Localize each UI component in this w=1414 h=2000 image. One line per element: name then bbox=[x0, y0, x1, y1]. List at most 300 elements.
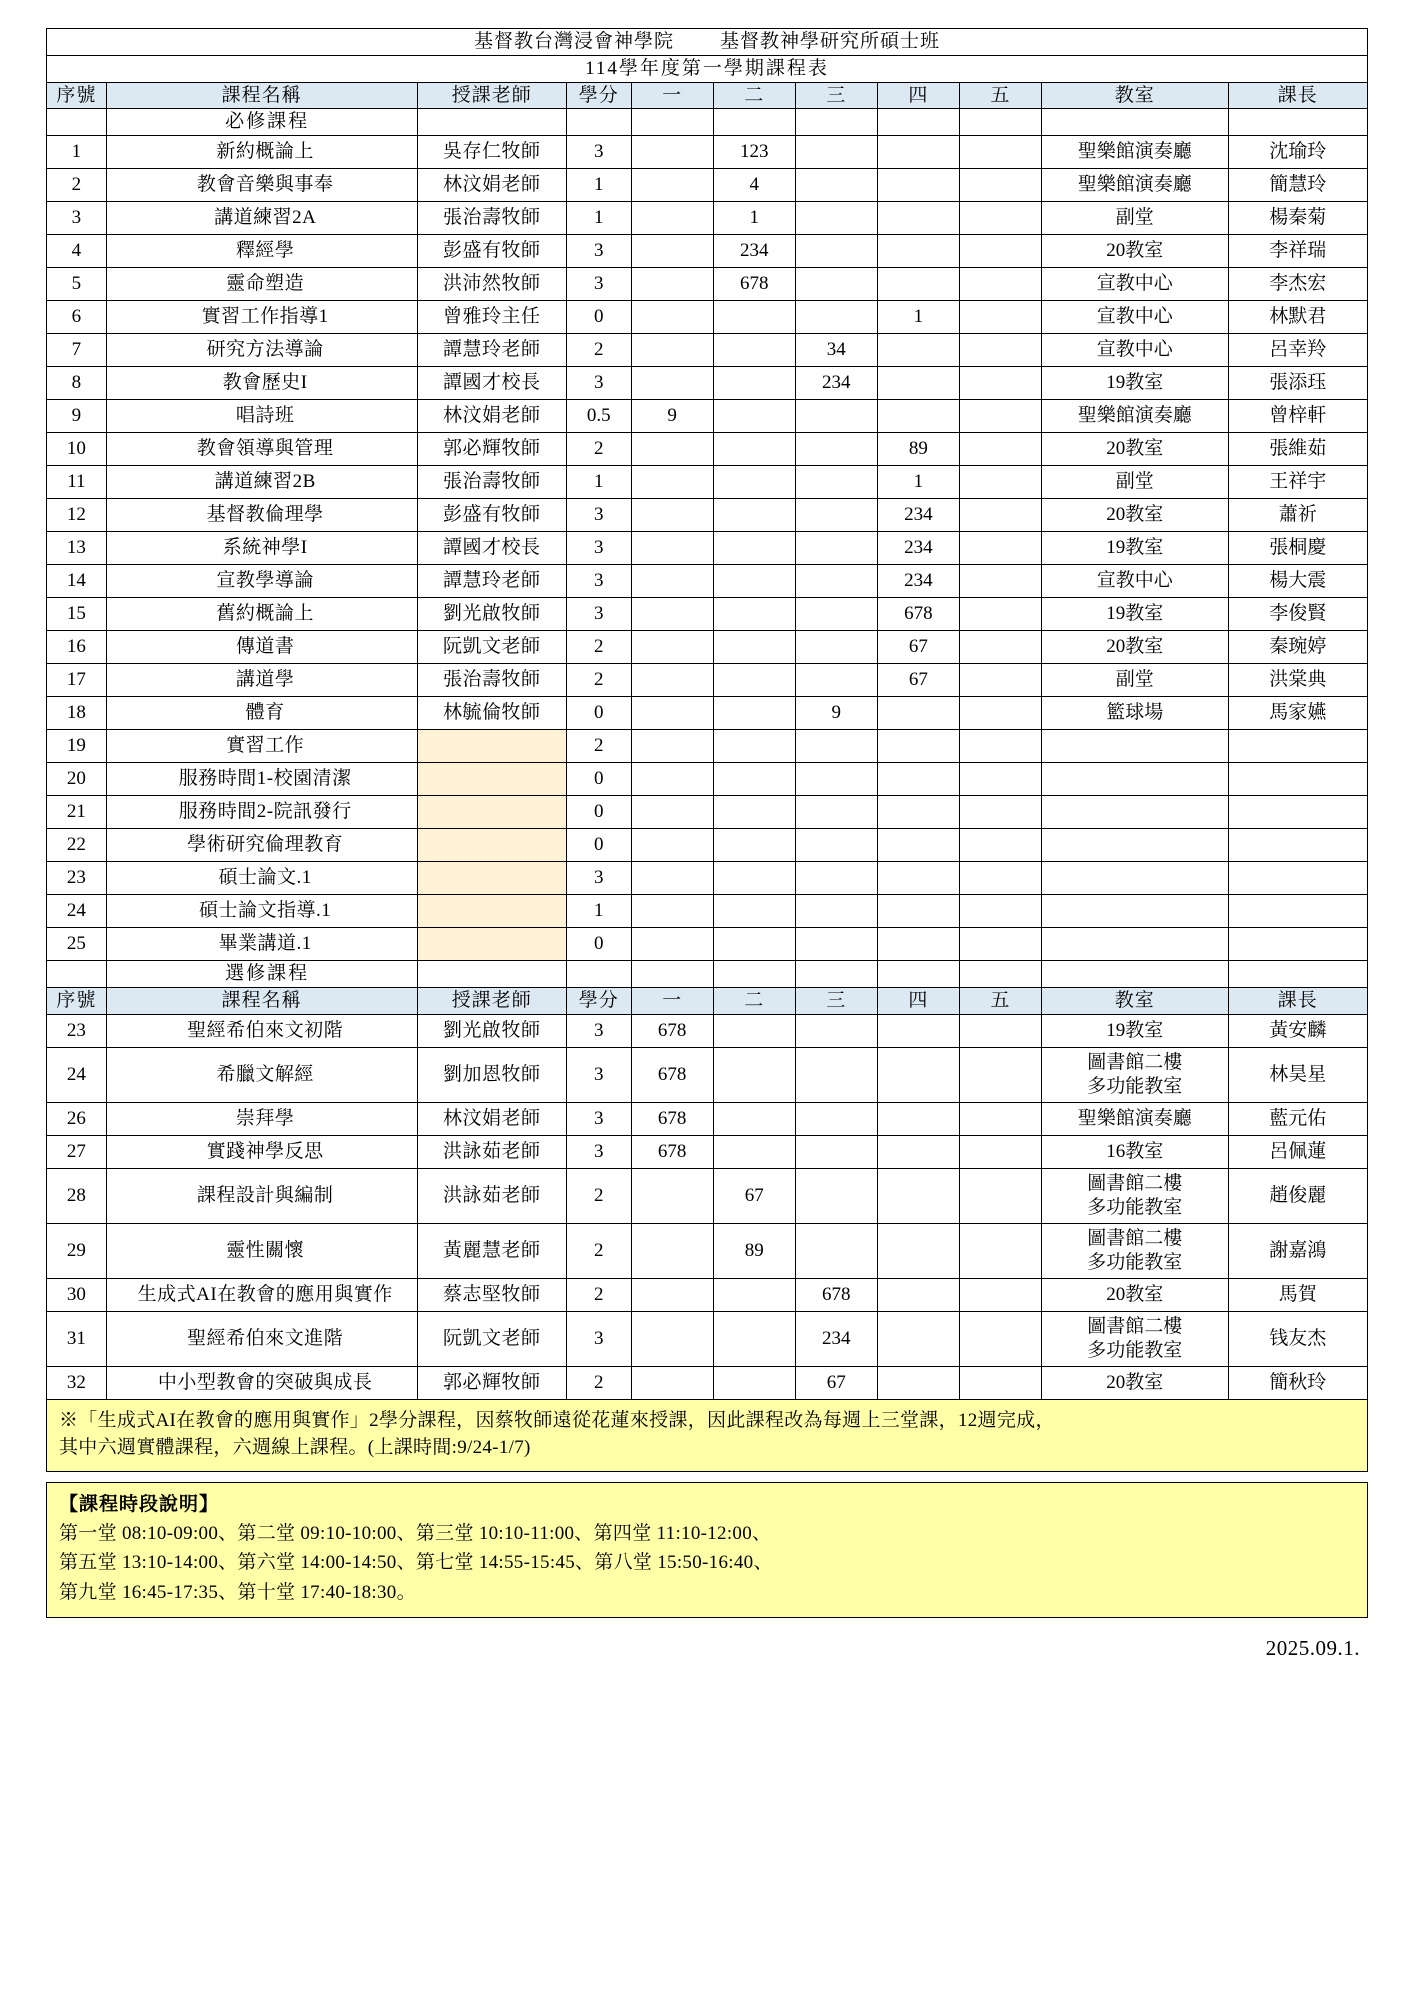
column-header-teacher: 授課老師 bbox=[417, 82, 566, 109]
cell-no: 24 bbox=[47, 895, 107, 928]
cell-teacher: 阮凱文老師 bbox=[417, 1311, 566, 1366]
cell-d5 bbox=[959, 268, 1041, 301]
cell-monitor: 钱友杰 bbox=[1228, 1311, 1367, 1366]
cell-d5 bbox=[959, 136, 1041, 169]
section-label-row bbox=[47, 109, 1368, 136]
cell-d2 bbox=[713, 829, 795, 862]
cell-d4: 234 bbox=[877, 499, 959, 532]
cell-d1 bbox=[631, 1278, 713, 1311]
cell-course: 體育 bbox=[106, 697, 417, 730]
cell-d2 bbox=[713, 433, 795, 466]
cell-d2: 4 bbox=[713, 169, 795, 202]
cell-monitor: 沈瑜玲 bbox=[1228, 136, 1367, 169]
cell-course: 講道練習2B bbox=[106, 466, 417, 499]
cell-teacher: 郭必輝牧師 bbox=[417, 433, 566, 466]
cell-teacher: 阮凱文老師 bbox=[417, 631, 566, 664]
cell-teacher: 譚國才校長 bbox=[417, 367, 566, 400]
cell-monitor: 黃安麟 bbox=[1228, 1014, 1367, 1047]
section-row-spacer bbox=[47, 109, 107, 136]
cell-no: 7 bbox=[47, 334, 107, 367]
cell-d2 bbox=[713, 730, 795, 763]
cell-monitor: 呂幸羚 bbox=[1228, 334, 1367, 367]
cell-d2 bbox=[713, 499, 795, 532]
table-row bbox=[47, 1014, 1368, 1047]
cell-course: 聖經希伯來文進階 bbox=[106, 1311, 417, 1366]
cell-credit: 2 bbox=[566, 1223, 631, 1278]
cell-course: 生成式AI在教會的應用與實作 bbox=[106, 1278, 417, 1311]
cell-d3 bbox=[795, 235, 877, 268]
cell-no: 13 bbox=[47, 532, 107, 565]
cell-d2 bbox=[713, 796, 795, 829]
cell-d1 bbox=[631, 928, 713, 961]
column-header-course: 課程名稱 bbox=[106, 987, 417, 1014]
cell-room: 聖樂館演奏廳 bbox=[1041, 169, 1228, 202]
cell-monitor: 呂佩蓮 bbox=[1228, 1135, 1367, 1168]
cell-d5 bbox=[959, 730, 1041, 763]
table-row bbox=[47, 202, 1368, 235]
table-row bbox=[47, 730, 1368, 763]
cell-d3 bbox=[795, 1135, 877, 1168]
cell-d4 bbox=[877, 1168, 959, 1223]
cell-d2 bbox=[713, 763, 795, 796]
cell-room: 聖樂館演奏廳 bbox=[1041, 400, 1228, 433]
cell-d2: 678 bbox=[713, 268, 795, 301]
cell-credit: 2 bbox=[566, 631, 631, 664]
column-header-d5: 五 bbox=[959, 82, 1041, 109]
document-date: 2025.09.1. bbox=[1265, 1636, 1360, 1661]
cell-d4: 67 bbox=[877, 664, 959, 697]
cell-d1: 9 bbox=[631, 400, 713, 433]
cell-no: 14 bbox=[47, 565, 107, 598]
column-header-monitor: 課長 bbox=[1228, 987, 1367, 1014]
table-row bbox=[47, 895, 1368, 928]
cell-credit: 2 bbox=[566, 1168, 631, 1223]
section-row-cell bbox=[795, 961, 877, 988]
section-label: 選修課程 bbox=[106, 961, 417, 988]
section-row-cell bbox=[877, 961, 959, 988]
cell-monitor: 張添珏 bbox=[1228, 367, 1367, 400]
cell-credit: 3 bbox=[566, 235, 631, 268]
cell-d3 bbox=[795, 664, 877, 697]
column-header-no: 序號 bbox=[47, 82, 107, 109]
table-row bbox=[47, 400, 1368, 433]
cell-teacher: 彭盛有牧師 bbox=[417, 235, 566, 268]
cell-course: 聖經希伯來文初階 bbox=[106, 1014, 417, 1047]
cell-d5 bbox=[959, 466, 1041, 499]
cell-teacher: 張治壽牧師 bbox=[417, 664, 566, 697]
cell-d3 bbox=[795, 499, 877, 532]
cell-credit: 3 bbox=[566, 1135, 631, 1168]
table-row bbox=[47, 466, 1368, 499]
cell-d5 bbox=[959, 928, 1041, 961]
cell-teacher: 曾雅玲主任 bbox=[417, 301, 566, 334]
cell-credit: 1 bbox=[566, 895, 631, 928]
cell-d2: 89 bbox=[713, 1223, 795, 1278]
section-row-cell bbox=[713, 961, 795, 988]
table-row bbox=[47, 1135, 1368, 1168]
cell-monitor: 秦琬婷 bbox=[1228, 631, 1367, 664]
cell-course: 研究方法導論 bbox=[106, 334, 417, 367]
cell-course: 教會歷史I bbox=[106, 367, 417, 400]
cell-no: 22 bbox=[47, 829, 107, 862]
cell-credit: 3 bbox=[566, 862, 631, 895]
class-period-line1: 第一堂 08:10-09:00、第二堂 09:10-10:00、第三堂 10:10-11:00、第四堂 11:10-12:00、 bbox=[59, 1523, 772, 1545]
cell-no: 15 bbox=[47, 598, 107, 631]
document-title bbox=[47, 29, 1368, 56]
cell-d4 bbox=[877, 763, 959, 796]
cell-d2 bbox=[713, 1014, 795, 1047]
cell-no: 29 bbox=[47, 1223, 107, 1278]
cell-no: 21 bbox=[47, 796, 107, 829]
ai-course-note-line1: ※「生成式AI在教會的應用與實作」2學分課程，因蔡牧師遠從花蓮來授課，因此課程改為每週上三堂課，12週完成， bbox=[59, 1409, 1055, 1431]
cell-no: 23 bbox=[47, 1014, 107, 1047]
cell-d4 bbox=[877, 334, 959, 367]
cell-teacher: 郭必輝牧師 bbox=[417, 1366, 566, 1399]
cell-d4: 89 bbox=[877, 433, 959, 466]
cell-monitor: 蕭祈 bbox=[1228, 499, 1367, 532]
cell-d1 bbox=[631, 202, 713, 235]
cell-room: 聖樂館演奏廳 bbox=[1041, 136, 1228, 169]
cell-d4: 234 bbox=[877, 532, 959, 565]
cell-room: 籃球場 bbox=[1041, 697, 1228, 730]
cell-room bbox=[1041, 763, 1228, 796]
table-row bbox=[47, 235, 1368, 268]
cell-monitor: 簡慧玲 bbox=[1228, 169, 1367, 202]
cell-d3 bbox=[795, 598, 877, 631]
cell-course: 實習工作指導1 bbox=[106, 301, 417, 334]
table-row bbox=[47, 1366, 1368, 1399]
column-header-room: 教室 bbox=[1041, 987, 1228, 1014]
cell-d5 bbox=[959, 169, 1041, 202]
cell-course: 中小型教會的突破與成長 bbox=[106, 1366, 417, 1399]
cell-credit: 3 bbox=[566, 1102, 631, 1135]
cell-teacher bbox=[417, 829, 566, 862]
cell-no: 32 bbox=[47, 1366, 107, 1399]
cell-d4 bbox=[877, 1223, 959, 1278]
cell-d2 bbox=[713, 301, 795, 334]
cell-course: 釋經學 bbox=[106, 235, 417, 268]
cell-monitor bbox=[1228, 928, 1367, 961]
cell-d4 bbox=[877, 928, 959, 961]
cell-d1 bbox=[631, 433, 713, 466]
cell-d1: 678 bbox=[631, 1135, 713, 1168]
cell-course: 碩士論文指導.1 bbox=[106, 895, 417, 928]
cell-room: 宣教中心 bbox=[1041, 301, 1228, 334]
cell-credit: 2 bbox=[566, 1366, 631, 1399]
cell-teacher bbox=[417, 796, 566, 829]
cell-course: 崇拜學 bbox=[106, 1102, 417, 1135]
table-row bbox=[47, 565, 1368, 598]
cell-d1 bbox=[631, 1223, 713, 1278]
cell-course: 講道練習2A bbox=[106, 202, 417, 235]
cell-monitor bbox=[1228, 796, 1367, 829]
cell-monitor: 林昊星 bbox=[1228, 1047, 1367, 1102]
section-row-cell bbox=[713, 109, 795, 136]
cell-room: 副堂 bbox=[1041, 664, 1228, 697]
table-row bbox=[47, 499, 1368, 532]
table-row bbox=[47, 796, 1368, 829]
cell-d2 bbox=[713, 895, 795, 928]
cell-teacher: 黃麗慧老師 bbox=[417, 1223, 566, 1278]
cell-d3: 678 bbox=[795, 1278, 877, 1311]
cell-no: 4 bbox=[47, 235, 107, 268]
cell-course: 講道學 bbox=[106, 664, 417, 697]
cell-course: 服務時間2-院訊發行 bbox=[106, 796, 417, 829]
cell-d3 bbox=[795, 763, 877, 796]
cell-d1 bbox=[631, 466, 713, 499]
cell-d5 bbox=[959, 1102, 1041, 1135]
cell-d3: 67 bbox=[795, 1366, 877, 1399]
cell-monitor: 謝嘉鴻 bbox=[1228, 1223, 1367, 1278]
cell-course: 唱詩班 bbox=[106, 400, 417, 433]
cell-d4 bbox=[877, 169, 959, 202]
cell-credit: 2 bbox=[566, 433, 631, 466]
cell-d4 bbox=[877, 1135, 959, 1168]
table-row bbox=[47, 664, 1368, 697]
cell-course: 靈命塑造 bbox=[106, 268, 417, 301]
cell-d2 bbox=[713, 565, 795, 598]
table-row bbox=[47, 1311, 1368, 1366]
cell-d3 bbox=[795, 895, 877, 928]
cell-course: 舊約概論上 bbox=[106, 598, 417, 631]
cell-course: 課程設計與編制 bbox=[106, 1168, 417, 1223]
cell-credit: 3 bbox=[566, 532, 631, 565]
cell-credit: 2 bbox=[566, 730, 631, 763]
table-row bbox=[47, 1168, 1368, 1223]
cell-d5 bbox=[959, 763, 1041, 796]
cell-no: 18 bbox=[47, 697, 107, 730]
cell-monitor: 藍元佑 bbox=[1228, 1102, 1367, 1135]
cell-teacher: 林汶娟老師 bbox=[417, 400, 566, 433]
cell-course: 傳道書 bbox=[106, 631, 417, 664]
cell-d3: 234 bbox=[795, 1311, 877, 1366]
cell-credit: 1 bbox=[566, 169, 631, 202]
cell-d1 bbox=[631, 829, 713, 862]
cell-no: 8 bbox=[47, 367, 107, 400]
table-row bbox=[47, 301, 1368, 334]
cell-credit: 0 bbox=[566, 763, 631, 796]
cell-d1 bbox=[631, 1311, 713, 1366]
cell-d2 bbox=[713, 334, 795, 367]
cell-teacher: 劉光啟牧師 bbox=[417, 1014, 566, 1047]
cell-d4 bbox=[877, 400, 959, 433]
cell-teacher bbox=[417, 730, 566, 763]
cell-room: 副堂 bbox=[1041, 202, 1228, 235]
cell-d4: 1 bbox=[877, 301, 959, 334]
cell-d5 bbox=[959, 1135, 1041, 1168]
cell-room bbox=[1041, 829, 1228, 862]
column-header-d1: 一 bbox=[631, 82, 713, 109]
class-period-info bbox=[46, 1482, 1368, 1619]
section-label: 必修課程 bbox=[106, 109, 417, 136]
cell-d1 bbox=[631, 664, 713, 697]
cell-room: 圖書館二樓 多功能教室 bbox=[1041, 1223, 1228, 1278]
table-row bbox=[47, 1223, 1368, 1278]
cell-credit: 2 bbox=[566, 334, 631, 367]
cell-no: 26 bbox=[47, 1102, 107, 1135]
cell-d2 bbox=[713, 631, 795, 664]
cell-d2 bbox=[713, 1135, 795, 1168]
cell-d4 bbox=[877, 796, 959, 829]
cell-no: 10 bbox=[47, 433, 107, 466]
cell-d5 bbox=[959, 796, 1041, 829]
cell-d4 bbox=[877, 202, 959, 235]
cell-d3 bbox=[795, 796, 877, 829]
section-row-cell bbox=[631, 109, 713, 136]
cell-credit: 0 bbox=[566, 796, 631, 829]
cell-d3 bbox=[795, 1168, 877, 1223]
table-row bbox=[47, 598, 1368, 631]
cell-d4 bbox=[877, 235, 959, 268]
cell-no: 9 bbox=[47, 400, 107, 433]
cell-no: 28 bbox=[47, 1168, 107, 1223]
table-row bbox=[47, 697, 1368, 730]
cell-d2: 67 bbox=[713, 1168, 795, 1223]
cell-course: 服務時間1-校園清潔 bbox=[106, 763, 417, 796]
section-row-cell bbox=[417, 961, 566, 988]
table-row bbox=[47, 763, 1368, 796]
cell-room: 20教室 bbox=[1041, 631, 1228, 664]
cell-d4 bbox=[877, 829, 959, 862]
cell-d4 bbox=[877, 895, 959, 928]
cell-d2 bbox=[713, 1102, 795, 1135]
cell-room: 16教室 bbox=[1041, 1135, 1228, 1168]
cell-d3 bbox=[795, 829, 877, 862]
column-header-d4: 四 bbox=[877, 987, 959, 1014]
cell-d2 bbox=[713, 532, 795, 565]
table-row bbox=[47, 1047, 1368, 1102]
cell-room: 宣教中心 bbox=[1041, 565, 1228, 598]
class-period-line3: 第九堂 16:45-17:35、第十堂 17:40-18:30。 bbox=[59, 1581, 416, 1603]
cell-d2 bbox=[713, 1047, 795, 1102]
cell-teacher bbox=[417, 895, 566, 928]
cell-credit: 0 bbox=[566, 928, 631, 961]
cell-d2: 234 bbox=[713, 235, 795, 268]
cell-room: 20教室 bbox=[1041, 1366, 1228, 1399]
cell-d3 bbox=[795, 1223, 877, 1278]
cell-d2 bbox=[713, 367, 795, 400]
cell-room bbox=[1041, 895, 1228, 928]
cell-d3 bbox=[795, 169, 877, 202]
cell-no: 5 bbox=[47, 268, 107, 301]
column-header-course: 課程名稱 bbox=[106, 82, 417, 109]
cell-d5 bbox=[959, 1047, 1041, 1102]
cell-credit: 2 bbox=[566, 664, 631, 697]
cell-room bbox=[1041, 796, 1228, 829]
cell-teacher: 譚慧玲老師 bbox=[417, 565, 566, 598]
cell-course: 碩士論文.1 bbox=[106, 862, 417, 895]
cell-d2 bbox=[713, 1311, 795, 1366]
cell-d3 bbox=[795, 532, 877, 565]
table-row bbox=[47, 829, 1368, 862]
column-header-d3: 三 bbox=[795, 987, 877, 1014]
cell-teacher: 洪詠茹老師 bbox=[417, 1168, 566, 1223]
column-header-room: 教室 bbox=[1041, 82, 1228, 109]
cell-credit: 3 bbox=[566, 565, 631, 598]
cell-d4 bbox=[877, 730, 959, 763]
table-row bbox=[47, 268, 1368, 301]
school-name: 基督教台灣浸會神學院 bbox=[473, 31, 674, 52]
cell-room: 19教室 bbox=[1041, 1014, 1228, 1047]
column-header-d3: 三 bbox=[795, 82, 877, 109]
table-header-row bbox=[47, 82, 1368, 109]
column-header-d1: 一 bbox=[631, 987, 713, 1014]
cell-room: 宣教中心 bbox=[1041, 334, 1228, 367]
cell-d5 bbox=[959, 400, 1041, 433]
cell-teacher: 林汶娟老師 bbox=[417, 169, 566, 202]
cell-d5 bbox=[959, 1278, 1041, 1311]
cell-d2 bbox=[713, 928, 795, 961]
cell-teacher: 譚慧玲老師 bbox=[417, 334, 566, 367]
cell-room: 19教室 bbox=[1041, 367, 1228, 400]
cell-d3 bbox=[795, 631, 877, 664]
cell-credit: 3 bbox=[566, 499, 631, 532]
cell-monitor: 趙俊麗 bbox=[1228, 1168, 1367, 1223]
cell-monitor: 張維茹 bbox=[1228, 433, 1367, 466]
cell-d4 bbox=[877, 1278, 959, 1311]
cell-room: 圖書館二樓 多功能教室 bbox=[1041, 1168, 1228, 1223]
section-row-cell bbox=[959, 961, 1041, 988]
cell-credit: 0.5 bbox=[566, 400, 631, 433]
cell-d4 bbox=[877, 1102, 959, 1135]
cell-no: 11 bbox=[47, 466, 107, 499]
cell-room bbox=[1041, 730, 1228, 763]
section-row-cell bbox=[566, 961, 631, 988]
cell-course: 系統神學I bbox=[106, 532, 417, 565]
cell-d4 bbox=[877, 136, 959, 169]
cell-d2 bbox=[713, 400, 795, 433]
cell-d4 bbox=[877, 697, 959, 730]
column-header-teacher: 授課老師 bbox=[417, 987, 566, 1014]
cell-room bbox=[1041, 928, 1228, 961]
cell-d1: 678 bbox=[631, 1047, 713, 1102]
table-row bbox=[47, 169, 1368, 202]
cell-monitor: 張桐慶 bbox=[1228, 532, 1367, 565]
cell-course: 實踐神學反思 bbox=[106, 1135, 417, 1168]
section-row-cell bbox=[1228, 961, 1367, 988]
cell-room: 19教室 bbox=[1041, 598, 1228, 631]
cell-teacher: 張治壽牧師 bbox=[417, 202, 566, 235]
section-row-cell bbox=[631, 961, 713, 988]
cell-monitor bbox=[1228, 862, 1367, 895]
cell-no: 20 bbox=[47, 763, 107, 796]
cell-monitor: 李俊賢 bbox=[1228, 598, 1367, 631]
section-row-cell bbox=[566, 109, 631, 136]
class-period-line2: 第五堂 13:10-14:00、第六堂 14:00-14:50、第七堂 14:55-15:45、第八堂 15:50-16:40、 bbox=[59, 1552, 773, 1574]
cell-no: 17 bbox=[47, 664, 107, 697]
cell-d4 bbox=[877, 367, 959, 400]
cell-d4: 678 bbox=[877, 598, 959, 631]
cell-no: 19 bbox=[47, 730, 107, 763]
cell-room: 20教室 bbox=[1041, 235, 1228, 268]
cell-course: 畢業講道.1 bbox=[106, 928, 417, 961]
cell-course: 學術研究倫理教育 bbox=[106, 829, 417, 862]
cell-no: 24 bbox=[47, 1047, 107, 1102]
cell-no: 6 bbox=[47, 301, 107, 334]
cell-credit: 0 bbox=[566, 301, 631, 334]
cell-teacher bbox=[417, 763, 566, 796]
cell-course: 實習工作 bbox=[106, 730, 417, 763]
cell-d4 bbox=[877, 1311, 959, 1366]
cell-d1 bbox=[631, 532, 713, 565]
course-schedule-table bbox=[46, 28, 1368, 1400]
column-header-credit: 學分 bbox=[566, 987, 631, 1014]
cell-credit: 0 bbox=[566, 829, 631, 862]
cell-d3: 9 bbox=[795, 697, 877, 730]
cell-room: 聖樂館演奏廳 bbox=[1041, 1102, 1228, 1135]
ai-course-note bbox=[46, 1400, 1368, 1472]
cell-monitor: 馬家嬿 bbox=[1228, 697, 1367, 730]
